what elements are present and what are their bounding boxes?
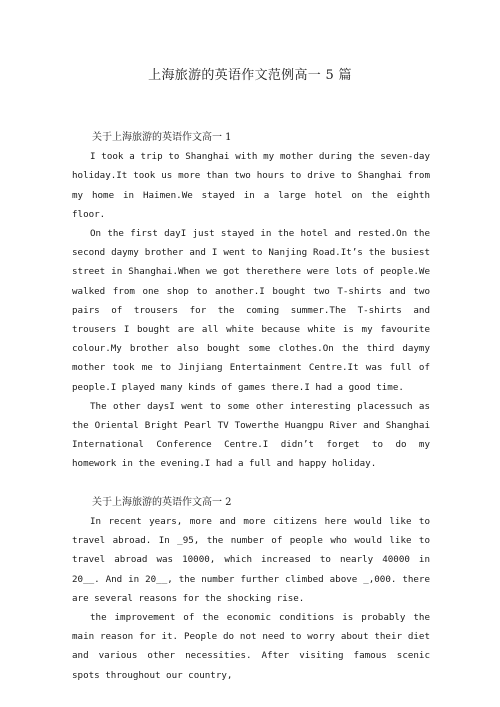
document-body	[72, 128, 430, 685]
paragraph: the improvement of the economic conditions is probably the main reason for it. People do not need to worry about their diet and various other necessities. After visiting famous scenic spots throughout our country,	[72, 612, 430, 681]
essay-section-1	[72, 128, 430, 474]
section-heading: 关于上海旅游的英语作文高一 1	[92, 132, 232, 143]
document-title: 上海旅游的英语作文范例高一 5 篇	[148, 68, 352, 83]
section-heading: 关于上海旅游的英语作文高一 2	[92, 496, 232, 508]
paragraph: The other daysI went to some other interesting placessuch as the Oriental Bright Pearl TV Towerthe Huangpu River and Shanghai International Conference Centre.I didn’t forget to do my homework in the evening.I had a full and happy holiday.	[72, 400, 430, 470]
paragraph: I took a trip to Shanghai with my mother during the seven-day holiday.It took us more than two hours to drive to Shanghai from my home in Haimen.We stayed in a large hotel on the eighth floor.	[72, 151, 430, 220]
essay-section-2	[72, 493, 430, 685]
paragraph: On the first dayI just stayed in the hotel and rested.On the second daymy brother and I went to Nanjing Road.It’s the busiest street in Shanghai.When we got therethere were lots of people.We walked from one shop to another.I bought two T-shirts and two pairs of trousers for the coming summer.The T-shirts and trousers I bought are all white because white is my favourite colour.My brother also bought some clothes.On the third daymy mother took me to Jinjiang Entertainment Centre.It was full of people.I played many kinds of games there.I had a good time.	[72, 228, 430, 393]
section-spacer	[72, 474, 430, 493]
paragraph: In recent years, more and more citizens here would like to travel abroad. In _95, the number of people who would like to travel abroad was 10000, which increased to nearly 40000 in 20__. And in 20__, the number further climbed above _,000. there are several reasons for the shocking rise.	[72, 516, 430, 604]
